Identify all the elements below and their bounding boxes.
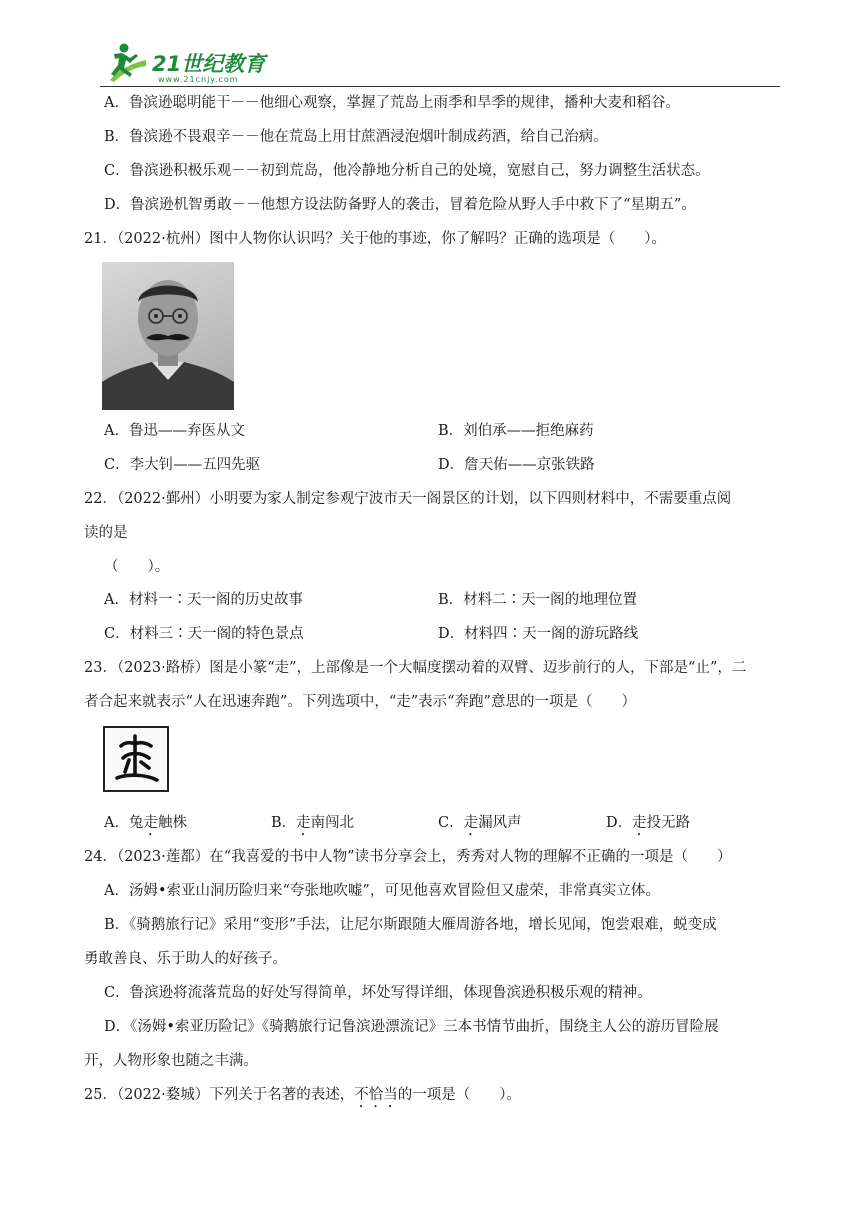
q24-stem: 24．（2023·莲都）在“我喜爱的书中人物”读书分享会上，秀秀对人物的理解不正确的一项是（ ）: [84, 849, 732, 865]
q23-option-b-emphasis: 走: [296, 815, 311, 831]
q24-option-c: C．鲁滨逊将流落荒岛的好处写得简单，坏处写得详细，体现鲁滨逊积极乐观的精神。: [104, 985, 652, 1001]
q21-option-b: B．刘伯承——拒绝麻药: [438, 423, 594, 439]
page-header: [100, 40, 780, 88]
q22-option-c: C．材料三∶天一阁的特色景点: [104, 626, 304, 642]
q22-option-b: B．材料二∶天一阁的地理位置: [438, 592, 638, 608]
q23-option-c-emphasis: 走: [463, 815, 479, 831]
q22-option-a: A．材料一∶天一阁的历史故事: [104, 592, 303, 608]
logo: [100, 40, 265, 84]
logo-main-text: 21世纪教育: [152, 52, 266, 76]
q20-option-a: A．鲁滨逊聪明能干－－他细心观察，掌握了荒岛上雨季和旱季的规律，播种大麦和稻谷。: [104, 95, 680, 111]
header-divider: [100, 86, 780, 87]
q20-option-b: B．鲁滨逊不畏艰辛－－他在荒岛上用甘蔗酒浸泡烟叶制成药酒，给自己治病。: [104, 129, 608, 145]
q25-stem-suffix: 的一项是（ ）。: [397, 1087, 521, 1103]
q23-option-d: [606, 813, 690, 839]
q23-option-d-emphasis: 走: [632, 815, 647, 831]
q25-stem: [84, 1085, 521, 1111]
portrait-photo-icon: [102, 262, 234, 410]
q24-option-a: A．汤姆•索亚山洞历险归来“夸张地吹嘘”，可见他喜欢冒险但又虚荣，非常真实立体。: [104, 883, 660, 899]
q23-stem-line2: 者合起来就表示“人在迅速奔跑”。下列选项中，“走”表示“奔跑”意思的一项是（ ）: [84, 694, 636, 710]
q24-option-b-line2: 勇敢善良、乐于助人的好孩子。: [84, 951, 287, 967]
q23-option-b: [271, 813, 354, 839]
q25-stem-prefix: 25．（2022·婺城）下列关于名著的表述，: [84, 1087, 355, 1103]
q25-stem-emphasis: 不恰当: [354, 1087, 398, 1103]
q21-option-a: A．鲁迅——弃医从文: [104, 423, 245, 439]
logo-url-text: www.21cnjy.com: [158, 75, 239, 84]
q21-option-c: C．李大钊——五四先驱: [104, 457, 261, 473]
q20-option-d: D．鲁滨逊机智勇敢－－他想方设法防备野人的袭击，冒着危险从野人手中救下了“星期五”。: [104, 197, 696, 213]
logo-text: [152, 53, 265, 84]
q24-option-d-line2: 开，人物形象也随之丰满。: [84, 1053, 258, 1069]
q22-option-d: D．材料四∶天一阁的游玩路线: [438, 626, 639, 642]
runner-logo-icon: [100, 40, 148, 84]
q23-option-a-suffix: 触株: [157, 815, 187, 831]
q23-option-c-suffix: 漏风声: [478, 815, 522, 831]
q22-stem-line2: 读的是: [84, 525, 128, 541]
q23-option-d-suffix: 投无路: [646, 815, 691, 831]
q23-option-b-suffix: 南闯北: [310, 815, 355, 831]
q23-option-c-prefix: C．: [438, 815, 464, 831]
q23-option-a-prefix: A．兔: [104, 815, 144, 831]
q23-option-b-prefix: B．: [271, 815, 297, 831]
q23-option-d-prefix: D．: [606, 815, 633, 831]
q24-option-d-line1: D．《汤姆•索亚历险记》《骑鹅旅行记鲁滨逊漂流记》三本书情节曲折，围绕主人公的游历冒险展: [104, 1019, 719, 1035]
seal-script-zou-icon: [103, 726, 169, 792]
q24-option-b-line1: B．《骑鹅旅行记》采用“变形”手法，让尼尔斯跟随大雁周游各地，增长见闻，饱尝艰难，蜕变成: [104, 917, 717, 933]
q23-option-c: [438, 813, 522, 839]
q21-option-d: D．詹天佑——京张铁路: [438, 457, 595, 473]
q22-stem-line3: （ ）。: [104, 559, 170, 575]
q22-stem-line1: 22．（2022·鄞州）小明要为家人制定参观宁波市天一阁景区的计划，以下四则材料中，不需要重点阅: [84, 491, 732, 507]
q23-option-a: [104, 813, 187, 839]
q21-stem: 21．（2022·杭州）图中人物你认识吗？关于他的事迹，你了解吗？正确的选项是（ ）。: [84, 231, 666, 247]
q20-option-c: C．鲁滨逊积极乐观－－初到荒岛，他冷静地分析自己的处境，宽慰自己，努力调整生活状态。: [104, 163, 710, 179]
q23-option-a-emphasis: 走: [143, 815, 158, 831]
q23-stem-line1: 23．（2023·路桥）图是小篆“走”，上部像是一个大幅度摆动着的双臂、迈步前行的人，下部是“止”，二: [84, 660, 747, 676]
